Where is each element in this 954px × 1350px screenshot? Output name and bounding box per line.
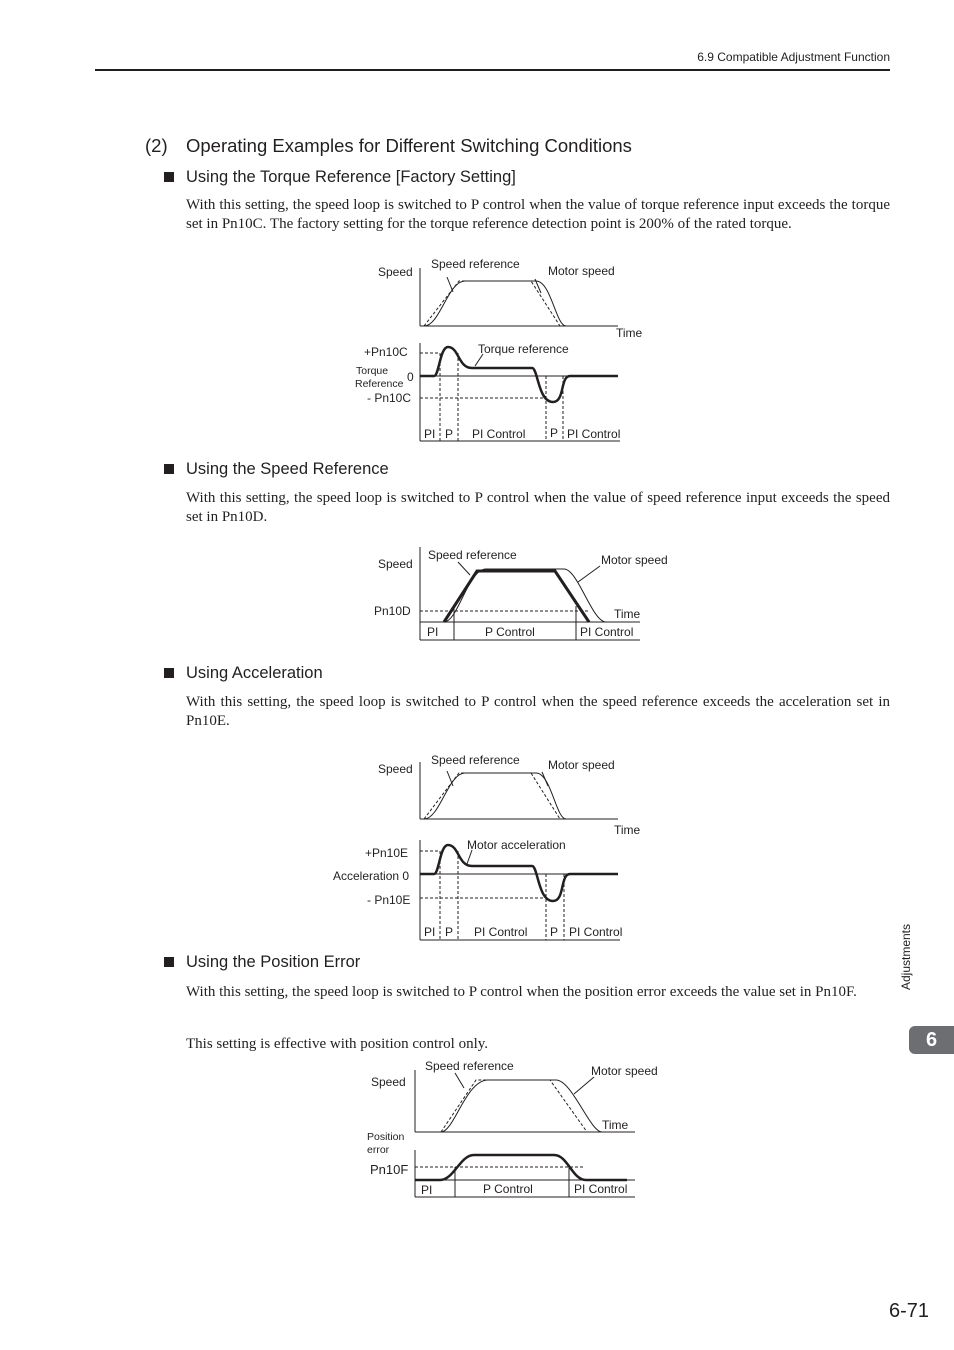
fig4-level-label: Pn10F: [370, 1162, 409, 1177]
fig2-motor-speed-label: Motor speed: [601, 553, 668, 567]
fig3-curve-label: Motor acceleration: [467, 838, 566, 852]
paragraph-speed-reference: With this setting, the speed loop is switched to P control when the value of speed reference input exceeds the speed set in Pn10D.: [186, 490, 890, 525]
fig1-curve-label: Torque reference: [478, 342, 569, 356]
fig1-mode-label: P: [445, 427, 454, 441]
fig1-mode-label: PI Control: [472, 427, 526, 441]
fig3-mode-label: P: [445, 925, 454, 939]
fig4-mode-label: P Control: [483, 1182, 533, 1196]
fig4-speed-label: Speed: [371, 1075, 406, 1089]
fig1-time-label: Time: [616, 326, 643, 340]
chapter-side-label: [899, 920, 922, 1000]
fig1-axis-label-line2: Reference: [355, 378, 404, 390]
fig1-mode-label: PI: [424, 427, 436, 441]
paragraph-position-note: This setting is effective with position control only.: [186, 1036, 489, 1052]
fig2-mode-label: PI: [427, 625, 439, 639]
fig3-mode-label: PI Control: [474, 925, 528, 939]
heading-position-error-text: Using the Position Error: [186, 953, 361, 971]
fig2-speed-reference-label: Speed reference: [428, 548, 517, 562]
chapter-tab: 6: [909, 1026, 954, 1054]
fig3-time-label: Time: [614, 823, 641, 837]
fig4-axis-label-line2: error: [367, 1144, 390, 1156]
section-number: (2): [145, 135, 168, 156]
fig3-axis-label: Acceleration 0: [333, 869, 410, 883]
fig1-zero-label: 0: [407, 370, 414, 384]
fig4-mode-label: PI Control: [574, 1182, 628, 1196]
fig3-mode-label: PI: [424, 925, 436, 939]
fig2-mode-label: PI Control: [580, 625, 634, 639]
fig3-motor-speed-label: Motor speed: [548, 758, 615, 772]
heading-acceleration-text: Using Acceleration: [186, 664, 323, 682]
fig4-mode-label: PI: [421, 1183, 433, 1197]
fig2-level-label: Pn10D: [374, 604, 411, 618]
heading-torque-text: Using the Torque Reference [Factory Setting]: [186, 168, 516, 186]
fig3-speed-label: Speed: [378, 762, 413, 776]
fig1-speed-reference-label: Speed reference: [431, 257, 520, 271]
fig2-speed-label: Speed: [378, 557, 413, 571]
fig1-speed-label: Speed: [378, 265, 413, 279]
fig3-speed-reference-label: Speed reference: [431, 753, 520, 767]
paragraph-torque: With this setting, the speed loop is switched to P control when the value of torque reference input exceeds the torque set in Pn10C. The factory setting for the torque reference detection point is 200% of the rated torque.: [186, 197, 890, 232]
fig1-plus-level-label: +Pn10C: [364, 345, 408, 359]
fig1-motor-speed-label: Motor speed: [548, 264, 615, 278]
fig4-speed-reference-label: Speed reference: [425, 1059, 514, 1073]
fig3-mode-label: P: [550, 925, 559, 939]
fig1-axis-label-line1: Torque: [356, 365, 389, 377]
fig4-time-label: Time: [602, 1118, 629, 1132]
fig2-mode-label: P Control: [485, 625, 535, 639]
fig4-motor-speed-label: Motor speed: [591, 1064, 658, 1078]
section-title-text: Operating Examples for Different Switching Conditions: [186, 135, 632, 156]
fig3-mode-label: PI Control: [569, 925, 623, 939]
figure-position-error: [415, 1070, 635, 1197]
fig3-minus-level-label: - Pn10E: [367, 893, 411, 907]
chapter-side-label-text: Adjustments: [899, 923, 914, 991]
fig3-plus-level-label: +Pn10E: [365, 846, 409, 860]
fig4-axis-label-line1: Position: [367, 1131, 405, 1143]
fig2-time-label: Time: [614, 607, 641, 621]
paragraph-acceleration: With this setting, the speed loop is switched to P control when the speed reference exceeds the acceleration set in Pn10E.: [186, 694, 890, 729]
heading-speed-reference-text: Using the Speed Reference: [186, 460, 389, 478]
paragraph-position-error: With this setting, the speed loop is switched to P control when the position error exceeds the value set in Pn10F.: [186, 984, 857, 1000]
fig1-minus-level-label: - Pn10C: [367, 391, 412, 405]
running-header: 6.9 Compatible Adjustment Function: [697, 50, 890, 64]
page-number: 6-71: [888, 1300, 929, 1322]
fig1-mode-label: P: [550, 426, 559, 440]
fig1-mode-label: PI Control: [567, 427, 621, 441]
